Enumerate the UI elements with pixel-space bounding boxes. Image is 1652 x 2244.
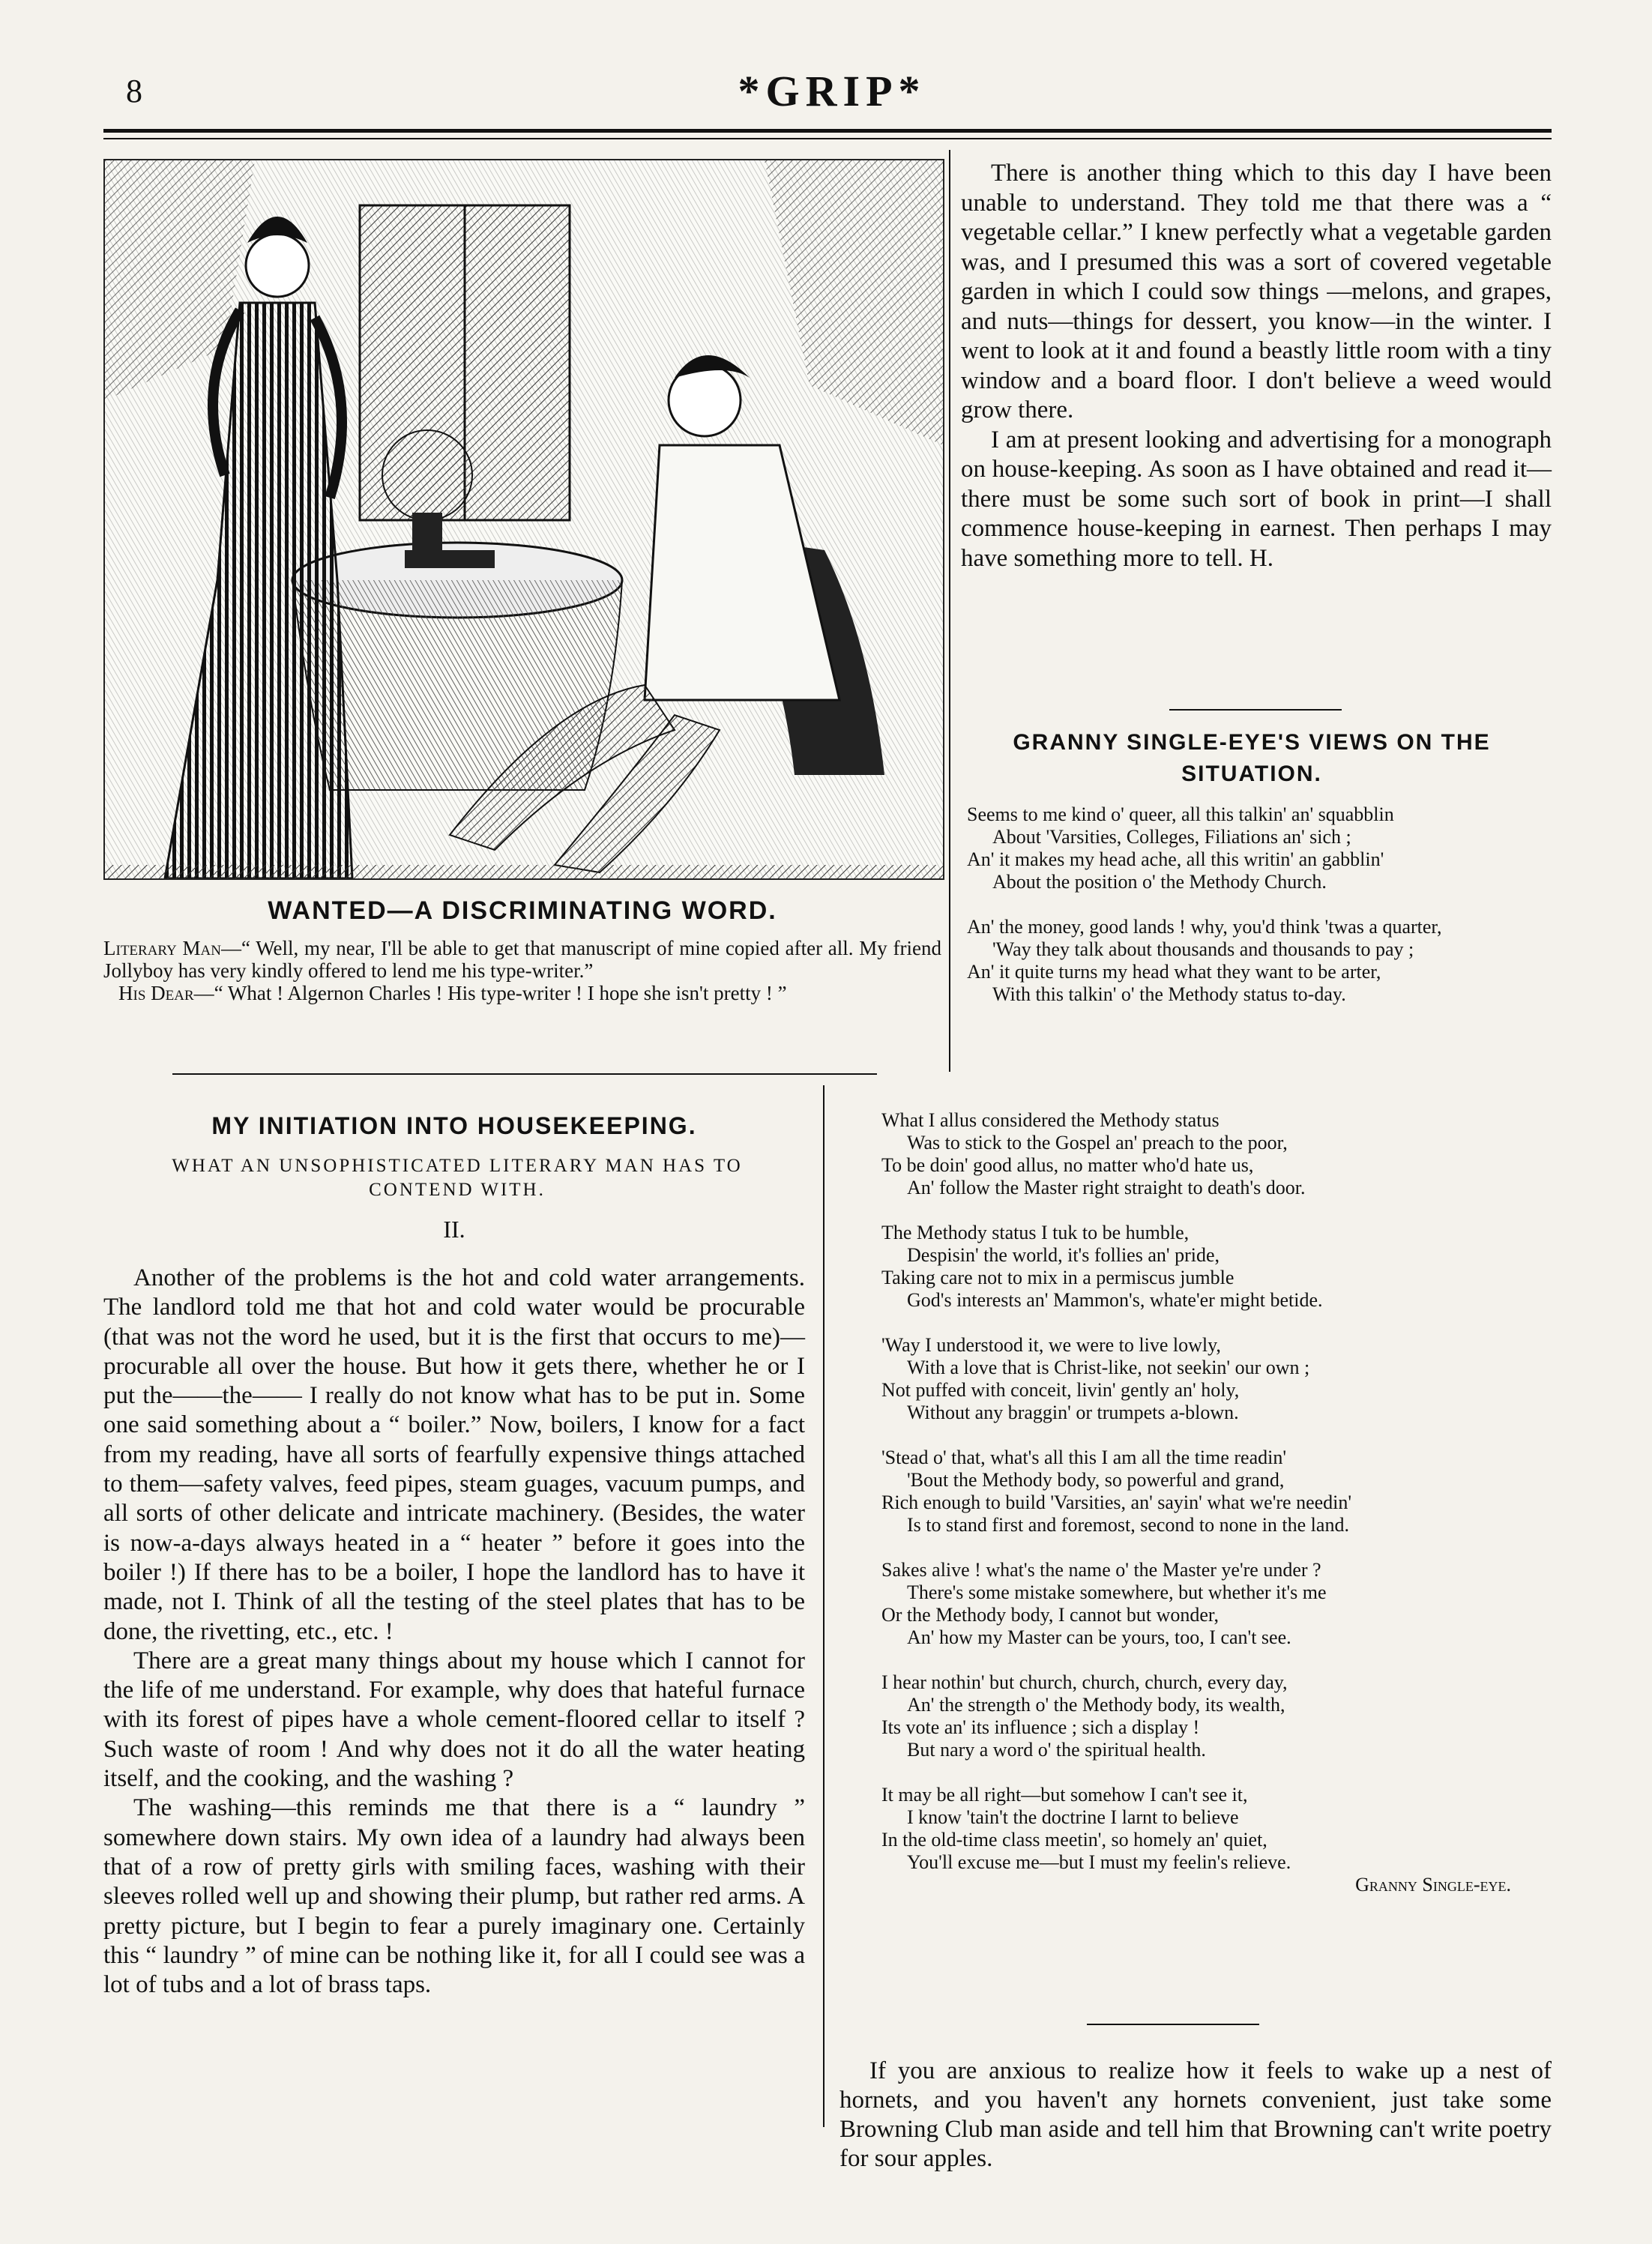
header-rule-thin: [103, 138, 1552, 139]
poem-stanza: [881, 1559, 1556, 1649]
poem-title-line: SITUATION.: [1181, 761, 1322, 786]
cartoon-drawing: [105, 160, 943, 878]
article-body: [103, 1264, 805, 2000]
poem-line: It may be all right—but somehow I can't see it,: [881, 1784, 1248, 1806]
poem-line: There's some mistake somewhere, but whether it's me: [907, 1581, 1327, 1603]
paragraph: Another of the problems is the hot and cold water arrangements. The landlord told me that hot and cold water would be procurable (that was not the word he used, but it is the first that occurs to me)—procurable all over the house. But how it gets there, whether he or I put the——the—— I really do not know what has to be put in. Some one said something about a “ boiler.” Now, boilers, I know for a fact from my reading, have all sorts of fearfully expensive things attached to them—safety valves, feed pipes, steam guages, vacuum pumps, and all sorts of other delicate and intricate machinery. (Besides, the water is now-a-days always heated in a “ heater ” before it goes into the boiler !) If there has to be a boiler, I hope the landlord has to have it made, not I. Think of all the testing of the steel plates that has to be done, the rivetting, etc., etc. !: [103, 1264, 805, 1645]
poem-line: I hear nothin' but church, church, church, every day,: [881, 1671, 1288, 1693]
poem-line: 'Way I understood it, we were to live lowly,: [881, 1334, 1221, 1356]
masthead-title: *GRIP*: [738, 67, 926, 115]
poem-stanza: [967, 803, 1552, 893]
speaker-line: —“ What ! Algernon Charles ! His type-writer ! I hope she isn't pretty ! ”: [193, 982, 787, 1004]
poem-line: Rich enough to build 'Varsities, an' sayin' what we're needin': [881, 1492, 1352, 1513]
header-rule-thick: [103, 129, 1552, 133]
poem-line: Its vote an' its influence ; sich a display !: [881, 1716, 1200, 1738]
poem-line: An' it quite turns my head what they want to be arter,: [967, 961, 1381, 983]
closing-item: [839, 2057, 1552, 2174]
paragraph: There are a great many things about my house which I cannot for the life of me understand. For example, why does that hateful furnace with its forest of pipes have a whole cement-floored cellar to itself ? Such waste of room ! And why does not it do all the water heating itself, and the cooking, and the washing ?: [103, 1647, 805, 1793]
poem-line: God's interests an' Mammon's, whate'er might betide.: [907, 1289, 1323, 1311]
paragraph: I am at present looking and advertising for a monograph on house-keeping. As soon as I have obtained and read it—there must be some such sort of book in print—I shall commence house-keeping in earnest. Then perhaps I may have something more to tell. H.: [961, 426, 1552, 572]
article-title: MY INITIATION INTO HOUSEKEEPING.: [211, 1112, 697, 1139]
speaker-name: Literary Man: [103, 937, 221, 959]
column-divider: [823, 1085, 825, 2127]
column-divider: [949, 150, 950, 1072]
paragraph: If you are anxious to realize how it feels to wake up a nest of hornets, and you haven't any hornets convenient, just take some Browning Club man aside and tell him that Browning can't write poetry for sour apples.: [839, 2057, 1552, 2172]
poem-line: With this talkin' o' the Methody status to-day.: [992, 983, 1346, 1005]
poem-stanza: [881, 1222, 1556, 1312]
paragraph: The washing—this reminds me that there is a “ laundry ” somewhere down stairs. My own idea of a laundry had always been that of a row of pretty girls with smiling faces, washing with their sleeves rolled well up and showing their plump, but rather red arms. A pretty picture, but I begin to fear a purely imaginary one. Certainly this “ laundry ” of mine can be nothing like it, for all I could see was a lot of tubs and a lot of brass taps.: [103, 1794, 805, 1999]
poem-line: An' it makes my head ache, all this writin' an gabblin': [967, 848, 1384, 870]
poem-line: In the old-time class meetin', so homely an' quiet,: [881, 1829, 1267, 1851]
poem-line: Without any braggin' or trumpets a-blown.: [907, 1402, 1239, 1423]
poem-line: Sakes alive ! what's the name o' the Master ye're under ?: [881, 1559, 1321, 1581]
article-part-number: II.: [443, 1216, 465, 1243]
poem-title: [952, 727, 1552, 790]
poem-line: What I allus considered the Methody status: [881, 1109, 1220, 1131]
poem-line: 'Way they talk about thousands and thousands to pay ;: [992, 938, 1414, 960]
poem-body-continued: [881, 1109, 1556, 1896]
poem-line: An' follow the Master right straight to death's door.: [907, 1177, 1306, 1198]
poem-stanza: [881, 1784, 1556, 1874]
poem-line: Or the Methody body, I cannot but wonder,: [881, 1604, 1220, 1626]
poem-line: An' the strength o' the Methody body, its wealth,: [907, 1694, 1285, 1716]
section-rule: [1169, 709, 1342, 711]
poem-stanza: [881, 1109, 1556, 1199]
section-rule: [1087, 2024, 1259, 2025]
poem-line: With a love that is Christ-like, not seekin' our own ;: [907, 1357, 1310, 1378]
poem-line: 'Stead o' that, what's all this I am all the time readin': [881, 1447, 1287, 1468]
article-subtitle: WHAT AN UNSOPHISTICATED LITERARY MAN HAS TO CONTEND WITH.: [172, 1156, 743, 1200]
speaker-line: —“ Well, my near, I'll be able to get that manuscript of mine copied after all. My friend Jollyboy has very kindly offered to lend me his type-writer.”: [103, 937, 941, 982]
poem-stanza: [967, 916, 1552, 1006]
poem-line: But nary a word o' the spiritual health.: [907, 1739, 1206, 1761]
poem-line: I know 'tain't the doctrine I larnt to believe: [907, 1806, 1239, 1828]
caption-rule: [172, 1073, 877, 1075]
poem-line: Is to stand first and foremost, second to none in the land.: [907, 1514, 1349, 1536]
poem-line: Was to stick to the Gospel an' preach to the poor,: [907, 1132, 1288, 1153]
poem-signature: Granny Single-eye.: [1355, 1874, 1511, 1895]
paragraph: There is another thing which to this day I have been unable to understand. They told me that there was a “ vegetable cellar.” I knew perfectly what a vegetable garden was, and I presumed this was a sort of covered vegetable garden in which I could sow things —melons, and grapes, and nuts—things for dessert, you know—in the winter. I went to look at it and found a beastly little room with a tiny window and a board floor. I don't believe a weed would grow there.: [961, 160, 1552, 423]
poem-line: The Methody status I tuk to be humble,: [881, 1222, 1190, 1243]
poem-title-line: GRANNY SINGLE-EYE'S VIEWS ON THE: [1013, 730, 1491, 755]
poem-line: Not puffed with conceit, livin' gently an' holy,: [881, 1379, 1240, 1401]
poem-line: Seems to me kind o' queer, all this talkin' an' squabblin: [967, 803, 1394, 825]
poem-line: 'Bout the Methody body, so powerful and grand,: [907, 1469, 1285, 1491]
poem-stanza: [881, 1671, 1556, 1761]
poem-body: [967, 803, 1552, 1028]
poem-line: About the position o' the Methody Church.: [992, 871, 1327, 893]
poem-stanza: [881, 1334, 1556, 1424]
speaker-name: His Dear: [118, 982, 194, 1004]
poem-line: An' how my Master can be yours, too, I can't see.: [907, 1626, 1291, 1648]
cartoon-illustration: [103, 159, 944, 880]
poem-line: You'll excuse me—but I must my feelin's relieve.: [907, 1851, 1291, 1873]
page-number: 8: [126, 73, 142, 109]
cartoon-caption: [103, 937, 941, 1004]
poem-stanza: [881, 1447, 1556, 1536]
poem-line: Despisin' the world, it's follies an' pride,: [907, 1244, 1220, 1266]
housekeeping-continuation: [961, 159, 1552, 573]
poem-line: To be doin' good allus, no matter who'd hate us,: [881, 1154, 1254, 1176]
poem-line: About 'Varsities, Colleges, Filiations an' sich ;: [992, 826, 1351, 848]
poem-line: An' the money, good lands ! why, you'd think 'twas a quarter,: [967, 916, 1442, 938]
poem-line: Taking care not to mix in a permiscus jumble: [881, 1267, 1235, 1288]
cartoon-title: WANTED—A DISCRIMINATING WORD.: [268, 896, 777, 925]
